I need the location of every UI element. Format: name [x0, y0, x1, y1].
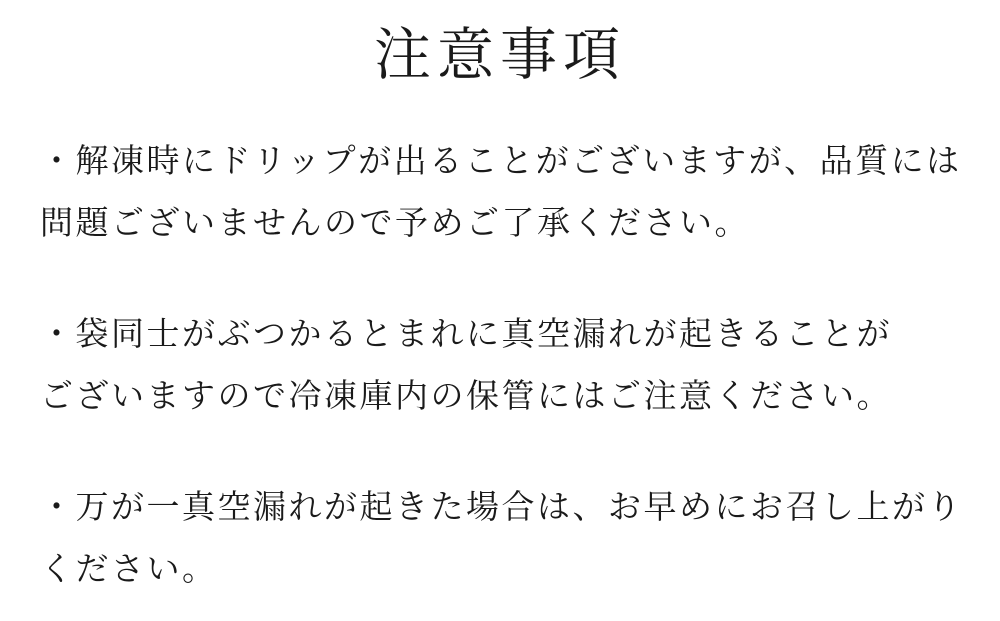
note-line: ・袋同士がぶつかるとまれに真空漏れが起きることが	[40, 314, 892, 353]
note-line: ございますので冷凍庫内の保管にはご注意ください。	[40, 376, 892, 415]
note-line: 問題ございませんので予めご了承ください。	[40, 203, 750, 242]
note-line: ・解凍時にドリップが出ることがございますが、品質には	[40, 141, 962, 180]
note-line: ・万が一真空漏れが起きた場合は、お早めにお召し上がり	[40, 487, 963, 526]
note-paragraph-drip	[40, 130, 960, 254]
note-line: ください。	[40, 549, 218, 588]
note-paragraph-eat-soon	[40, 476, 963, 600]
page-title: 注意事項	[374, 22, 626, 88]
note-paragraph-vacuum-leak	[40, 303, 960, 427]
